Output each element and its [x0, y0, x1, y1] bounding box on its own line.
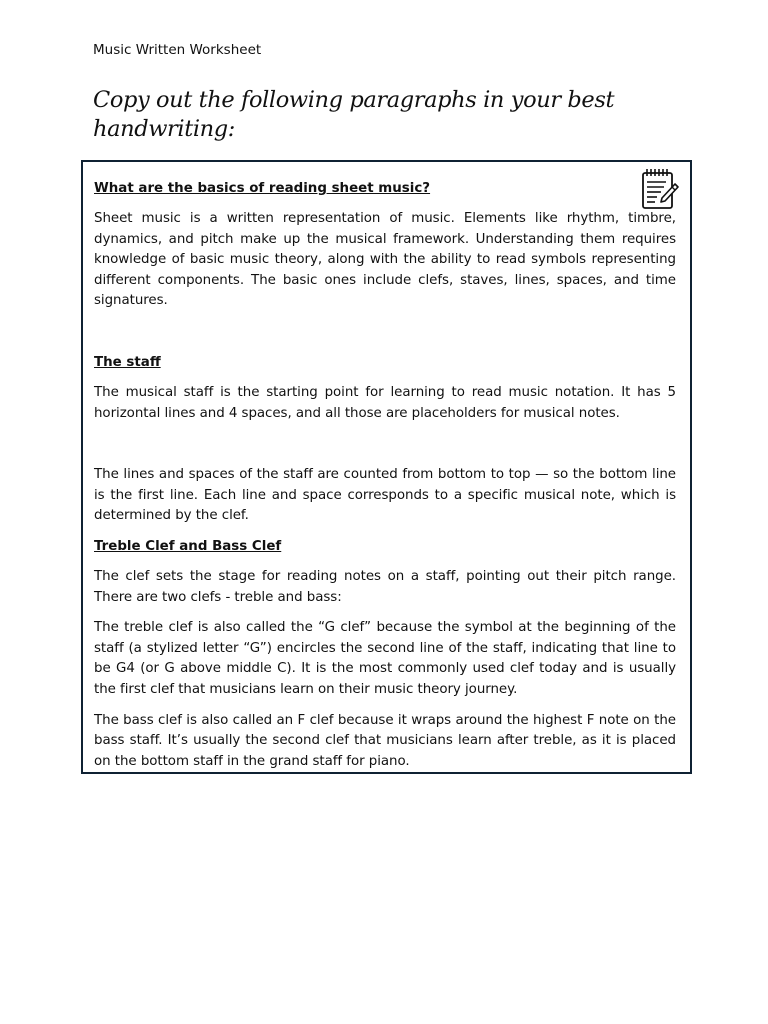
- paragraph-clefs-3: The bass clef is also called an F clef because it wraps around the highest F note on the bass staff. It’s usually the second clef that musicians learn after treble, as it is placed on the bottom staff in the grand staff for piano.: [94, 712, 676, 769]
- worksheet-title: Music Written Worksheet: [93, 42, 262, 58]
- reading-passage-box: [81, 160, 692, 774]
- paragraph-staff-2: The lines and spaces of the staff are counted from bottom to top — so the bottom line is the first line. Each line and space corresponds to a specific musical note, which is determined by the clef.: [94, 467, 676, 524]
- heading-staff: The staff: [94, 354, 161, 370]
- paragraph-basics: Sheet music is a written representation of music. Elements like rhythm, timbre, dynamics, and pitch make up the musical framework. Understanding them requires knowledge of basic music theory, along with the ability to read symbols representing different components. The basic ones include clefs, staves, lines, spaces, and time signatures.: [94, 211, 676, 309]
- paragraph-clefs-2: The treble clef is also called the “G clef” because the symbol at the beginning of the staff (a stylized letter “G”) encircles the second line of the staff, indicating that line to be G4 (or G above middle C). It is the most commonly used clef today and is usually the first clef that musicians learn on their music theory journey.: [94, 620, 676, 697]
- paragraph-clefs-1: The clef sets the stage for reading notes on a staff, pointing out their pitch range. There are two clefs - treble and bass:: [94, 568, 676, 605]
- section-spacer: [94, 322, 676, 353]
- heading-basics: What are the basics of reading sheet music?: [94, 181, 431, 196]
- paragraph-staff-1: The musical staff is the starting point for learning to read music notation. It has 5 horizontal lines and 4 spaces, and all those are placeholders for musical notes.: [94, 384, 676, 421]
- passage-content: [94, 179, 676, 782]
- section-spacer: [94, 434, 676, 465]
- instruction-text: Copy out the following paragraphs in your best handwriting:: [93, 87, 615, 142]
- heading-clefs: Treble Clef and Bass Clef: [94, 538, 282, 554]
